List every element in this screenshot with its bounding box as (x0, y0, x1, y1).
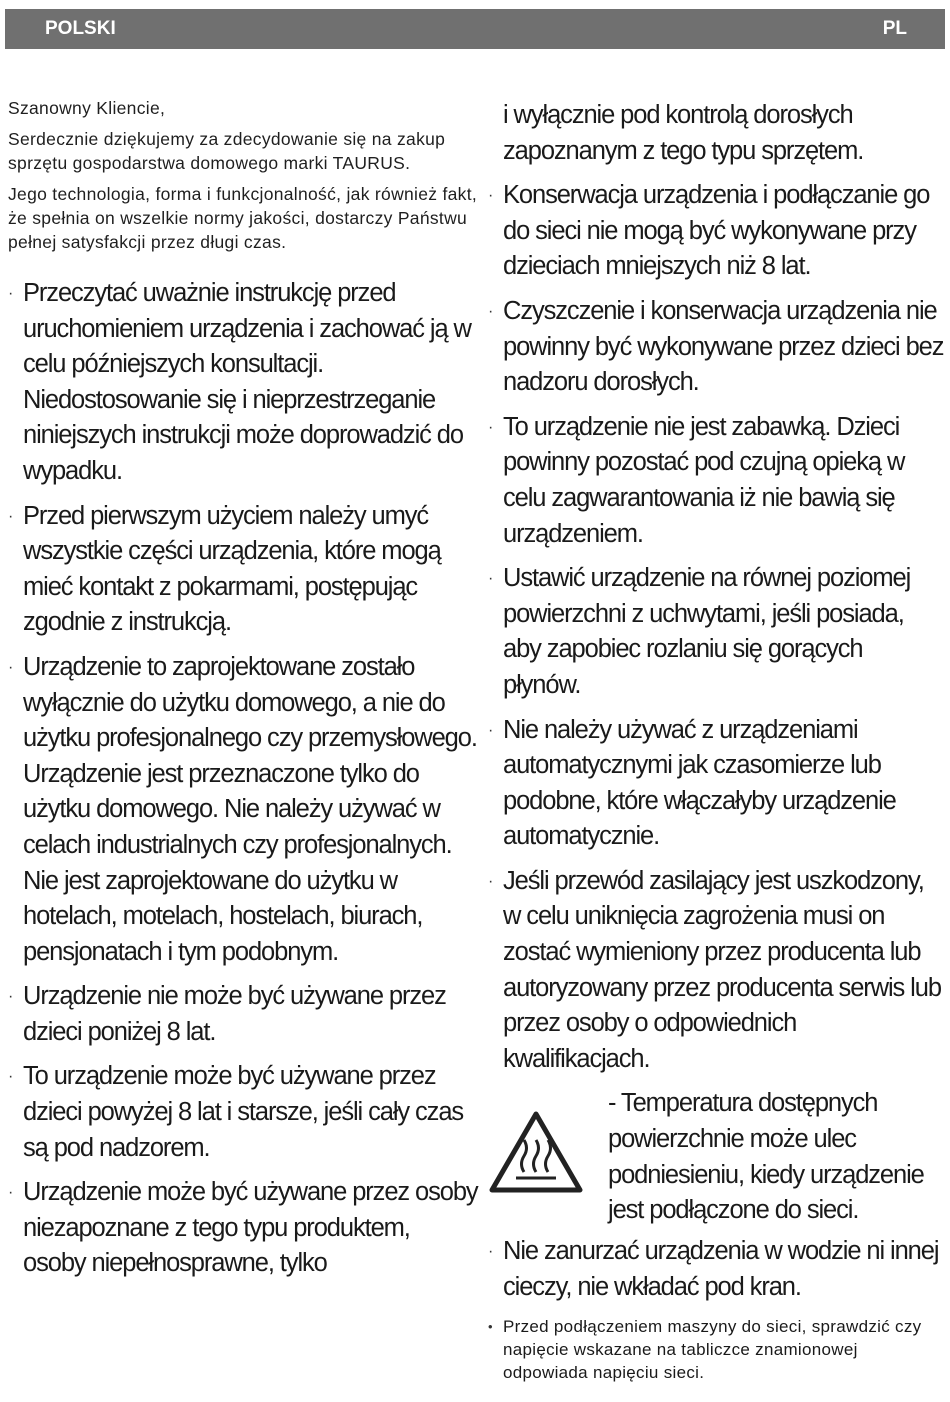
bullet-dot-icon: · (8, 658, 13, 676)
hot-surface-warning (488, 1086, 944, 1232)
left-column (8, 96, 478, 1291)
header-language: POLSKI (45, 18, 116, 39)
list-item: · Urządzenie nie może być używane przez dzieci poniżej 8 lat. (8, 979, 478, 1050)
voltage-note: • Przed podłączeniem maszyny do sieci, sprawdzić czy napięcie wskazane na tabliczce znamionowej odpowiada napięciu sieci. (488, 1316, 922, 1382)
intro-technology: Jego technologia, forma i funkcjonalność, jak również fakt, że spełnia on wszelkie normy jakości, dostarczy Państwu pełnej satysfakcji przez długi czas. (8, 184, 478, 252)
list-item: · Konserwacja urządzenia i podłączanie go do sieci nie mogą być wykonywane przy dzieciach mniejszych niż 8 lat. (488, 178, 944, 285)
hot-surface-warning-text: - Temperatura dostępnych powierzchnie może ulec podniesieniu, kiedy urządzenie jest podłączone do sieci. (608, 1089, 924, 1225)
bullet-dot-icon: · (488, 302, 493, 320)
bullet-dot-icon: · (488, 418, 493, 436)
hot-surface-warning-icon (488, 1110, 584, 1196)
list-item: · Nie zanurzać urządzenia w wodzie ni innej cieczy, nie wkładać pod kran. (488, 1234, 944, 1305)
page-header (5, 9, 945, 49)
list-item: · Przed pierwszym użyciem należy umyć wszystkie części urządzenia, które mogą mieć kontakt z pokarmami, postępując zgodnie z instrukcją. (8, 499, 478, 641)
bullet-dot-icon: · (488, 872, 493, 890)
list-item: · Przeczytać uważnie instrukcję przed uruchomieniem urządzenia i zachować ją w celu późniejszych konsultacji. Niedostosowanie się i nieprzestrzeganie niniejszych instrukcji może doprowadzić do wypadku. (8, 276, 478, 490)
list-item: · To urządzenie nie jest zabawką. Dzieci powinny pozostać pod czujną opieką w celu zagwarantowania iż nie bawią się urządzeniem. (488, 410, 944, 552)
list-item: · To urządzenie może być używane przez dzieci powyżej 8 lat i starsze, jeśli cały czas są pod nadzorem. (8, 1059, 478, 1166)
bullet-dot-icon: · (8, 1184, 13, 1202)
intro-thanks: Serdecznie dziękujemy za zdecydowanie się na zakup sprzętu gospodarstwa domowego marki TAURUS. (8, 129, 446, 173)
bullet-dot-icon: • (488, 1318, 493, 1334)
list-item: · Czyszczenie i konserwacja urządzenia nie powinny być wykonywane przez dzieci bez nadzoru dorosłych. (488, 294, 944, 401)
list-item: · Ustawić urządzenie na równej poziomej powierzchni z uchwytami, jeśli posiada, aby zapobiec rozlaniu się gorących płynów. (488, 561, 944, 703)
bullet-dot-icon: · (488, 187, 493, 205)
intro-greeting: Szanowny Kliencie, (8, 98, 166, 118)
bullet-dot-icon: · (8, 507, 13, 525)
bullet-dot-icon: · (488, 721, 493, 739)
bullet-dot-icon: · (8, 1068, 13, 1086)
left-safety-list (8, 276, 478, 1282)
bullet-dot-icon: · (488, 1243, 493, 1261)
intro-text (8, 96, 478, 254)
header-language-code: PL (882, 18, 907, 39)
right-safety-list (488, 178, 944, 1077)
list-item: · Urządzenie może być używane przez osoby niezapoznane z tego typu produktem, osoby niepełnosprawne, tylko (8, 1175, 478, 1282)
right-safety-list-after (488, 1234, 944, 1383)
bullet-dot-icon: · (8, 988, 13, 1006)
bullet-dot-icon: · (488, 570, 493, 588)
right-column (488, 98, 944, 1393)
list-item: · Nie należy używać z urządzeniami automatycznymi jak czasomierze lub podobne, które włączałyby urządzenie automatycznie. (488, 713, 944, 855)
continued-text: i wyłącznie pod kontrolą dorosłych zapoznanym z tego typu sprzętem. (503, 101, 864, 165)
list-item: · Jeśli przewód zasilający jest uszkodzony, w celu uniknięcia zagrożenia musi on zostać wymieniony przez producenta lub autoryzowany przez producenta serwis lub przez osoby o odpowiednich kwalifikacjach. (488, 864, 944, 1078)
list-item: · Urządzenie to zaprojektowane zostało wyłącznie do użytku domowego, a nie do użytku profesjonalnego czy przemysłowego. Urządzenie jest przeznaczone tylko do użytku domowego. Nie należy używać w celach industrialnych czy profesjonalnych. Nie jest zaprojektowane do użytku w hotelach, motelach, hostelach, biurach, pensjonatach i tym podobnym. (8, 650, 478, 970)
bullet-dot-icon: · (8, 285, 13, 302)
